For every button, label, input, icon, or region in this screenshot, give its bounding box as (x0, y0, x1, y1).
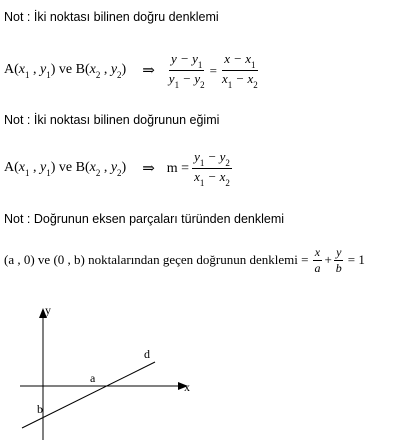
fraction-y-over-b-denominator: b (335, 260, 342, 275)
implies-arrow-icon: ⇒ (142, 161, 155, 178)
comma: , (29, 62, 40, 78)
x1-sub: 1 (25, 69, 30, 80)
y-axis-label: y (45, 303, 51, 317)
fraction-slope (192, 150, 232, 187)
fraction-x-over-a-numerator: x (314, 245, 321, 259)
fraction-slope-denominator: $x_1 - x_2$ (194, 169, 230, 188)
y1: y (40, 62, 47, 78)
y1-sub: 1 (46, 69, 51, 80)
fraction-x-over-a (312, 246, 322, 274)
fraction-slope-numerator: $y_1 - y_2$ (194, 149, 230, 168)
fraction-y-numerator: $y - y_1$ (171, 51, 203, 70)
comma: , (100, 62, 111, 78)
fraction-y-over-b (334, 246, 344, 274)
formula-intercept (4, 246, 365, 274)
formula-points (4, 62, 126, 79)
note-two-points-slope: Not : İki noktası bilinen doğrunun eğimi (4, 113, 220, 127)
note-intercept-form: Not : Doğrunun eksen parçaları türünden denklemi (4, 212, 285, 226)
fraction-x-denominator: $x_1 - x_2$ (221, 71, 258, 90)
x2-sub: 2 (95, 69, 101, 80)
point-a-open: A( (4, 62, 19, 78)
fraction-x-over-a-denominator: a (314, 260, 321, 275)
plus-sign: + (324, 252, 332, 268)
intercept-diagram (0, 300, 200, 446)
fraction-y-denominator: $y_1 - y_2$ (168, 71, 205, 90)
formula-line-equation (4, 52, 260, 89)
y2-sub: 2 (117, 69, 122, 80)
fraction-y-over-b-numerator: y (336, 245, 342, 259)
x1: x (18, 62, 25, 78)
intercept-sentence: (a , 0) ve (0 , b) noktalarından geçen doğrunun denklemi = (4, 252, 309, 268)
fraction-x-numerator: $x - x_1$ (224, 51, 256, 70)
note-two-points-line: Not : İki noktası bilinen doğru denklemi (4, 10, 219, 24)
line-d (22, 362, 155, 428)
ve-b-open: ve B( (55, 62, 90, 78)
formula-points: $A(x_1$ , $y_1$) ve $B(x_2$ , $y_2$) (4, 160, 127, 178)
x2: x (89, 62, 96, 78)
formula-slope (4, 150, 232, 187)
point-a-close: ) (50, 62, 56, 78)
x-intercept-label: a (90, 371, 96, 385)
slope-m-label: m = (166, 160, 190, 176)
equals-one: = 1 (347, 252, 365, 268)
y2: y (110, 62, 118, 78)
line-d-label: d (144, 347, 150, 361)
implies-arrow-icon: ⇒ (142, 63, 155, 80)
x-axis-label: x (184, 380, 190, 394)
equals-sign: = (209, 62, 217, 78)
y-intercept-label: b (37, 402, 43, 416)
fraction-x (220, 52, 260, 89)
point-b-close: ) (121, 62, 127, 78)
fraction-y (167, 52, 207, 89)
